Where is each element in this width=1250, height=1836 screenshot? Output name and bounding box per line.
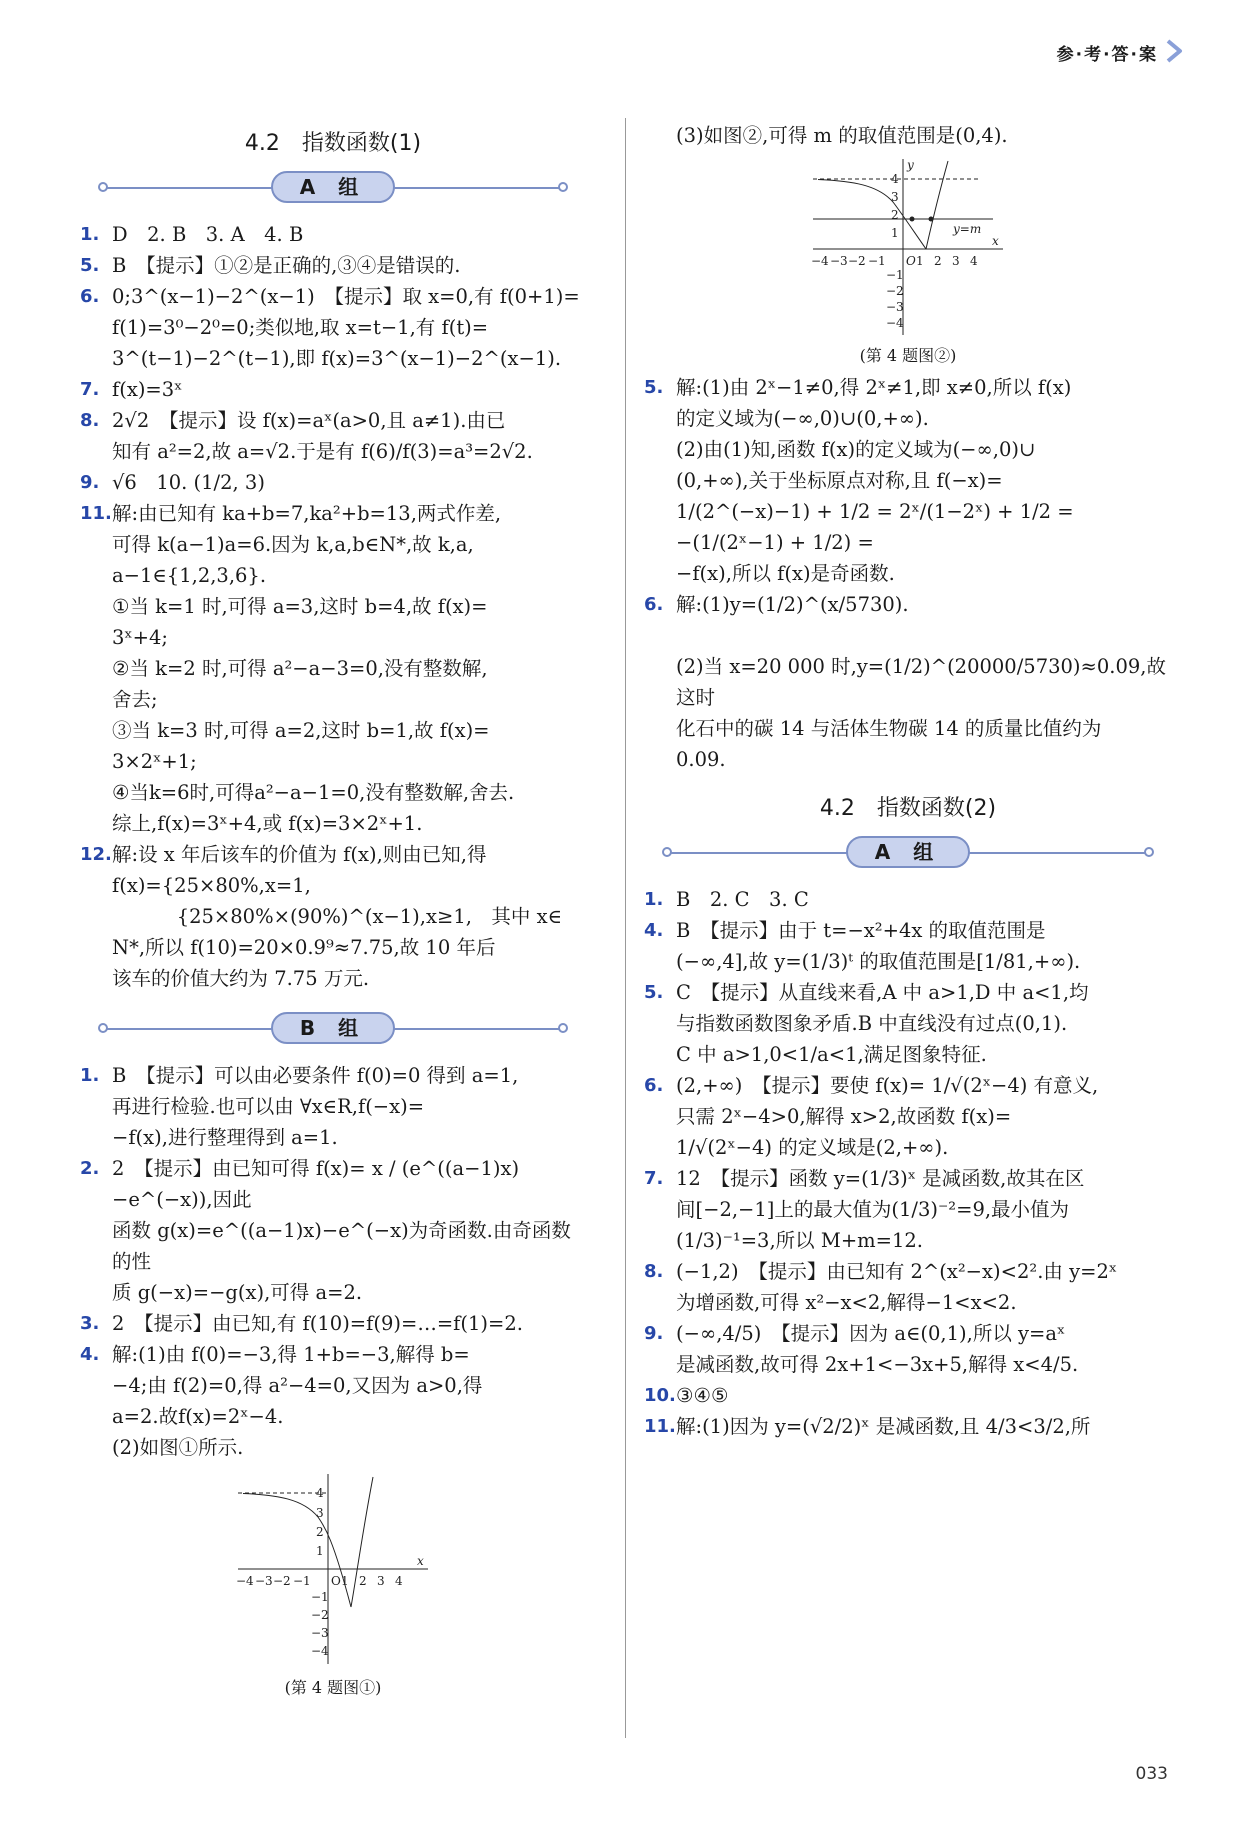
svg-text:−2: −2 [311, 1608, 329, 1622]
svg-text:1: 1 [316, 1544, 324, 1558]
svg-text:3: 3 [377, 1574, 385, 1588]
svg-text:4: 4 [970, 254, 978, 268]
answer-continuation: (3)如图②,可得 m 的取值范围是(0,4). [676, 124, 1008, 147]
function-graph-1 [233, 1469, 433, 1669]
answer-item: 6. (2,+∞) 【提示】要使 f(x)= 1/√(2ˣ−4) 有意义, 只需 2ˣ−4>0,解得 x>2,故函数 f(x)= 1/√(2ˣ−4) 的定义域是(2,+∞). [644, 1074, 1099, 1159]
svg-text:y: y [907, 158, 914, 172]
graph-caption: (第 4 题图①) [284, 1678, 382, 1697]
b-items [80, 1060, 582, 1463]
svg-text:−4: −4 [811, 254, 829, 268]
svg-text:O: O [331, 1574, 341, 1588]
answer-item: 8. (−1,2) 【提示】由已知有 2^(x²−x)<2².由 y=2ˣ 为增函数,可得 x²−x<2,解得−1<x<2. [644, 1260, 1118, 1314]
answer-item: 5. 解:(1)由 2ˣ−1≠0,得 2ˣ≠1,即 x≠0,所以 f(x) 的定义域为(−∞,0)∪(0,+∞). (2)由(1)知,函数 f(x)的定义域为(−∞,0)∪ (0,+∞),关于坐标原点对称,且 f(−x)= 1/(2^(−x)−1) + 1/2 = 2ˣ/(1−2ˣ) + 1/2 = −(1/(2ˣ−1) + 1/2) = −f(x),所以 f(x)是奇函数. [644, 376, 1074, 585]
svg-text:x: x [992, 234, 999, 248]
svg-text:3: 3 [316, 1506, 324, 1520]
svg-text:1: 1 [341, 1574, 349, 1588]
svg-text:4: 4 [395, 1574, 403, 1588]
svg-text:−2: −2 [848, 254, 866, 268]
group-banner-a2 [648, 836, 1168, 870]
right-items-1 [644, 372, 1168, 775]
svg-text:y=m: y=m [953, 222, 982, 236]
svg-text:−4: −4 [236, 1574, 254, 1588]
right-items-2 [644, 884, 1168, 1442]
svg-text:3: 3 [891, 190, 899, 204]
svg-text:4: 4 [891, 172, 899, 186]
column-divider [625, 118, 626, 1738]
svg-text:x: x [417, 1554, 424, 1568]
section-title: 4.2 指数函数(1) [244, 131, 422, 156]
group-banner-b [84, 1012, 582, 1046]
group-label: A 组 [271, 171, 395, 203]
answer-item: 10. ③④⑤ [644, 1384, 729, 1407]
answer-item: 7. f(x)=3ˣ [80, 378, 183, 401]
answer-item: 11. 解:由已知有 ka+b=7,ka²+b=13,两式作差, 可得 k(a−1)a=6.因为 k,a,b∈N*,故 k,a, a−1∈{1,2,3,6}. ①当 k=1 时,可得 a=3,这时 b=4,故 f(x)= 3ˣ+4; ②当 k=2 时,可得 a²−a−3=0,没有整数解, 舍去; ③当 k=3 时,可得 a=2,这时 b=1,故 f(x)= 3×2ˣ+1; ④当k=6时,可得a²−a−1=0,没有整数解,舍去. 综上,f(x)=3ˣ+4,或 f(x)=3×2ˣ+1. [80, 502, 515, 835]
answer-item: 12. 解:设 x 年后该车的价值为 f(x),则由已知,得 f(x)={25×80%,x=1, {25×80%×(90%)^(x−1),x≥1, 其中 x∈ N*,所以 f(10)=20×0.9⁹≈7.75,故 10 年后 该车的价值大约为 7.75 万元. [80, 843, 563, 990]
svg-text:2: 2 [891, 208, 899, 222]
answer-item: 1. D 2. B 3. A 4. B [80, 223, 304, 246]
svg-text:−1: −1 [311, 1590, 329, 1604]
svg-text:−2: −2 [886, 284, 904, 298]
chevron-right-icon [1162, 38, 1188, 64]
left-column [80, 120, 582, 1704]
svg-text:−3: −3 [830, 254, 848, 268]
answer-item: 9. (−∞,4/5) 【提示】因为 a∈(0,1),所以 y=aˣ 是减函数,故可得 2x+1<−3x+5,解得 x<4/5. [644, 1322, 1079, 1376]
a-items [80, 219, 582, 994]
svg-text:O: O [906, 254, 916, 268]
svg-text:−3: −3 [311, 1626, 329, 1640]
svg-text:−4: −4 [886, 316, 904, 330]
answer-item: 6. 0;3^(x−1)−2^(x−1) 【提示】取 x=0,有 f(0+1)= f(1)=3⁰−2⁰=0;类似地,取 x=t−1,有 f(t)= 3^(t−1)−2^(t−1),即 f(x)=3^(x−1)−2^(x−1). [80, 285, 580, 370]
svg-text:2: 2 [359, 1574, 367, 1588]
graph-2 [648, 157, 1168, 341]
group-label: B 组 [271, 1012, 395, 1044]
answer-item: 4. B 【提示】由于 t=−x²+4x 的取值范围是 (−∞,4],故 y=(1/3)ᵗ 的取值范围是[1/81,+∞). [644, 919, 1081, 973]
group-banner-a [84, 171, 582, 205]
svg-text:2: 2 [316, 1525, 324, 1539]
answer-item: 5. C 【提示】从直线来看,A 中 a>1,D 中 a<1,均 与指数函数图象矛盾.B 中直线没有过点(0,1). C 中 a>1,0<1/a<1,满足图象特征. [644, 981, 1089, 1066]
section-title-2: 4.2 指数函数(2) [819, 796, 997, 821]
svg-text:−1: −1 [886, 268, 904, 282]
answer-item: 3. 2 【提示】由已知,有 f(10)=f(9)=…=f(1)=2. [80, 1312, 523, 1335]
function-graph-2 [808, 157, 1008, 337]
svg-text:1: 1 [891, 226, 899, 240]
header-label: 参·考·答·案 [1056, 45, 1158, 65]
svg-text:−2: −2 [273, 1574, 291, 1588]
svg-text:2: 2 [934, 254, 942, 268]
svg-text:1: 1 [916, 254, 924, 268]
answer-item: 4. 解:(1)由 f(0)=−3,得 1+b=−3,解得 b= −4;由 f(2)=0,得 a²−4=0,又因为 a>0,得 a=2.故f(x)=2ˣ−4. (2)如图①所示. [80, 1343, 483, 1459]
answer-item: 2. 2 【提示】由已知可得 f(x)= x / (e^((a−1)x)−e^(−x)),因此 函数 g(x)=e^((a−1)x)−e^(−x)为奇函数.由奇函数的性 质 g(−x)=−g(x),可得 a=2. [80, 1157, 571, 1304]
answer-item: 8. 2√2 【提示】设 f(x)=aˣ(a>0,且 a≠1).由已 知有 a²=2,故 a=√2.于是有 f(6)/f(3)=a³=2√2. [80, 409, 533, 463]
answer-item: 7. 12 【提示】函数 y=(1/3)ˣ 是减函数,故其在区 间[−2,−1]上的最大值为(1/3)⁻²=9,最小值为 (1/3)⁻¹=3,所以 M+m=12. [644, 1167, 1085, 1252]
svg-text:4: 4 [316, 1486, 324, 1500]
svg-text:−4: −4 [311, 1644, 329, 1658]
page-number: 033 [1135, 1764, 1168, 1784]
answer-item: 6. 解:(1)y=(1/2)^(x/5730). (2)当 x=20 000 时,y=(1/2)^(20000/5730)≈0.09,故这时 化石中的碳 14 与活体生物碳 14 的质量比值约为 0.09. [644, 593, 1166, 771]
svg-text:−1: −1 [293, 1574, 311, 1588]
answer-item: 9. √6 10. (1/2, 3) [80, 471, 265, 494]
svg-text:−3: −3 [886, 300, 904, 314]
group-label: A 组 [846, 836, 970, 868]
answer-item: 1. B 2. C 3. C [644, 888, 809, 911]
svg-text:−3: −3 [255, 1574, 273, 1588]
right-column [644, 120, 1168, 1442]
answer-item: 1. B 【提示】可以由必要条件 f(0)=0 得到 a=1, 再进行检验.也可以由 ∀x∈R,f(−x)= −f(x),进行整理得到 a=1. [80, 1064, 519, 1149]
graph-caption: (第 4 题图②) [859, 346, 957, 365]
answer-item: 5. B 【提示】①②是正确的,③④是错误的. [80, 254, 461, 277]
graph-1 [84, 1469, 582, 1673]
svg-text:−1: −1 [868, 254, 886, 268]
answer-item: 11. 解:(1)因为 y=(√2/2)ˣ 是减函数,且 4/3<3/2,所 [644, 1415, 1091, 1438]
svg-text:3: 3 [952, 254, 960, 268]
